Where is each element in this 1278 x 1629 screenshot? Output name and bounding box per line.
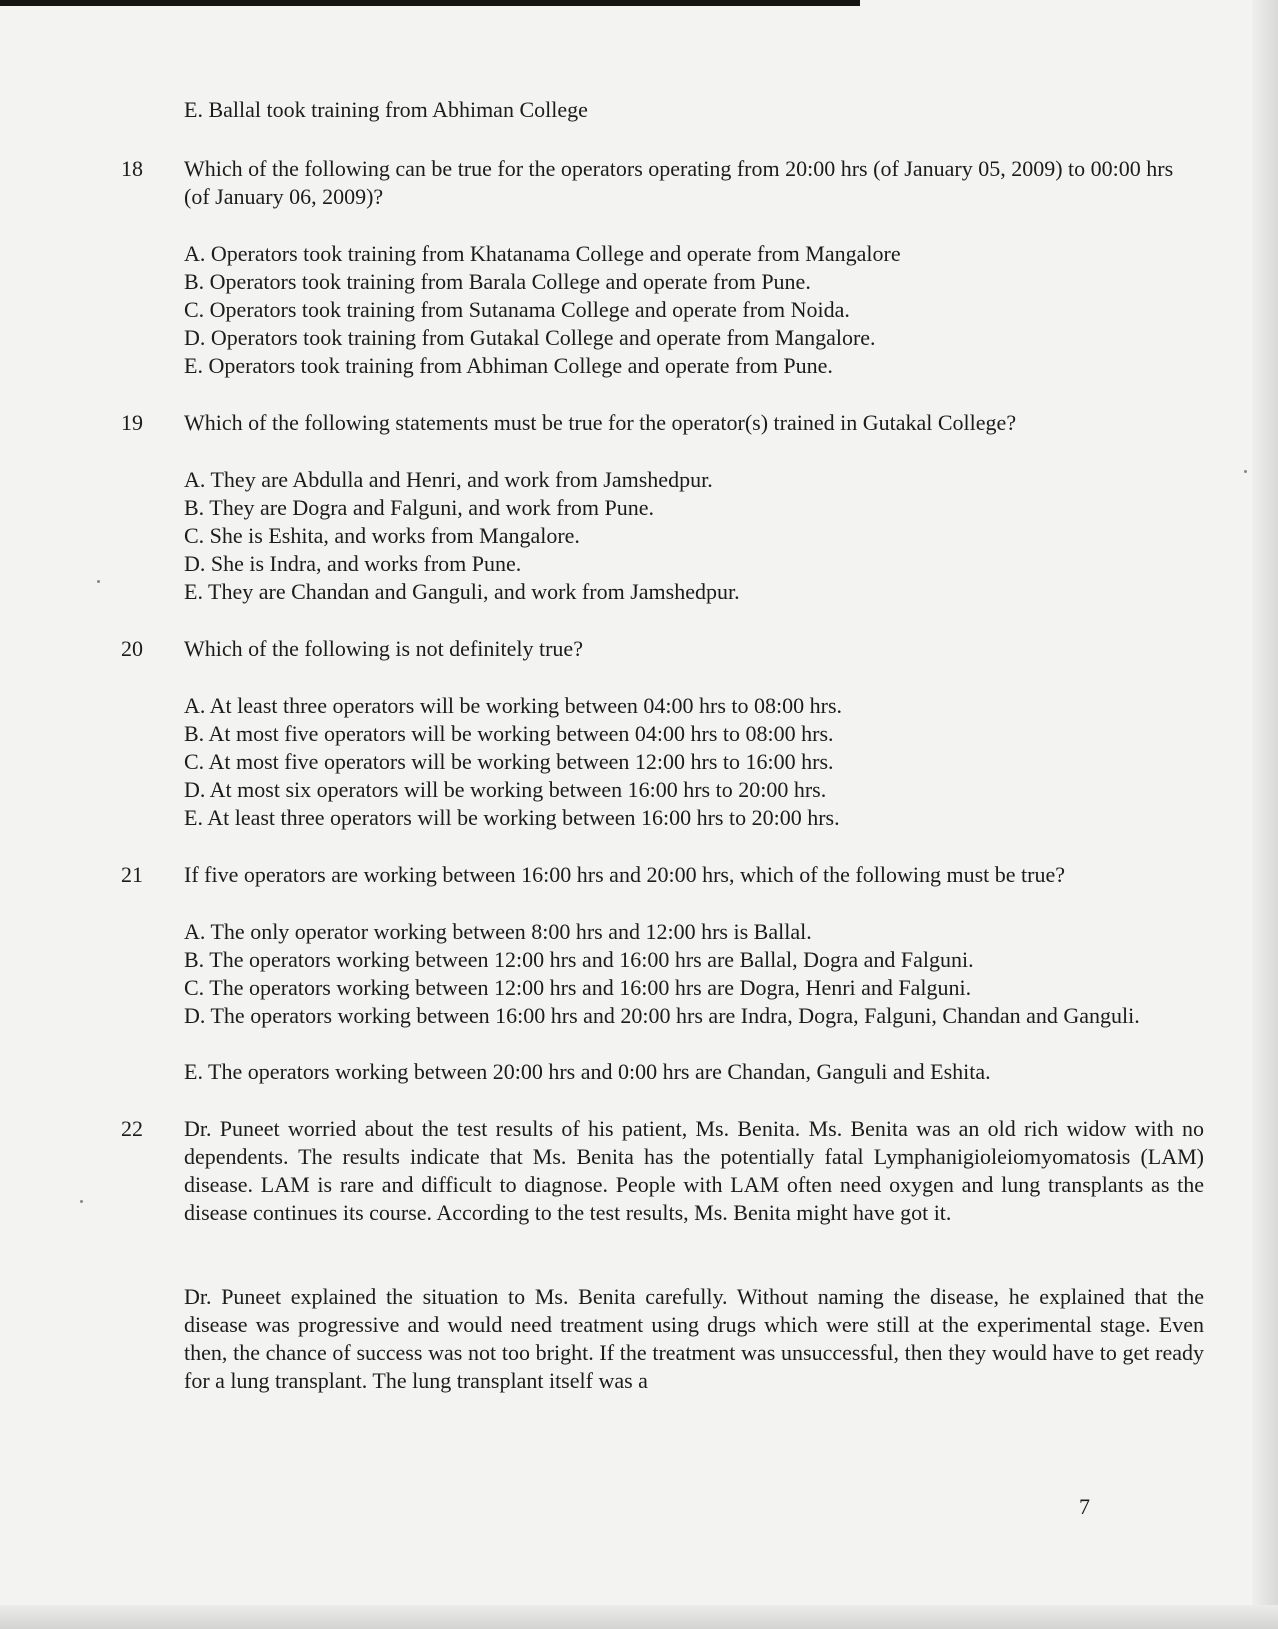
option-a: A. Operators took training from Khatanama College and operate from Mangalore [184, 241, 901, 266]
option-c: C. At most five operators will be working between 12:00 hrs to 16:00 hrs. [184, 749, 834, 774]
question-text: Which of the following can be true for the operators operating from 20:00 hrs (of January 05, 2009) to 00:00 hrs (of January 06, 2009)? [184, 156, 1174, 209]
option-b: B. Operators took training from Barala College and operate from Pune. [184, 269, 811, 294]
question-number: 20 [121, 636, 143, 661]
question-number: 18 [121, 156, 143, 181]
option-e: E. Operators took training from Abhiman College and operate from Pune. [184, 353, 833, 378]
passage-paragraph-1: Dr. Puneet worried about the test results of his patient, Ms. Benita. Ms. Benita was an old rich widow with no dependents. The results indicate that Ms. Benita has the potentially fatal Lymphanigioleiomyomatosis (LAM) disease. LAM is rare and difficult to diagnose. People with LAM often need oxygen and lung transplants as the disease continues its course. According to the test results, Ms. Benita might have got it. [184, 1116, 1204, 1225]
carryover-option: E. Ballal took training from Abhiman College [184, 97, 588, 122]
option-d: D. At most six operators will be working between 16:00 hrs to 20:00 hrs. [184, 777, 827, 802]
passage-paragraph-2: Dr. Puneet explained the situation to Ms. Benita carefully. Without naming the disease, he explained that the disease was progressive and would need treatment using drugs which were still at the experimental stage. Even then, the chance of success was not too bright. If the treatment was unsuccessful, then they would have to get ready for a lung transplant. The lung transplant itself was a [184, 1284, 1204, 1393]
option-b: B. They are Dogra and Falguni, and work from Pune. [184, 495, 655, 520]
option-e: E. At least three operators will be working between 16:00 hrs to 20:00 hrs. [184, 805, 840, 830]
option-b: B. The operators working between 12:00 hrs and 16:00 hrs are Ballal, Dogra and Falguni. [184, 947, 974, 972]
option-c: C. Operators took training from Sutanama College and operate from Noida. [184, 297, 850, 322]
option-a: A. The only operator working between 8:00 hrs and 12:00 hrs is Ballal. [184, 919, 812, 944]
question-number: 21 [121, 862, 143, 887]
question-text: Which of the following statements must be true for the operator(s) trained in Gutakal College? [184, 410, 1017, 435]
question-text: If five operators are working between 16:00 hrs and 20:00 hrs, which of the following must be true? [184, 862, 1065, 887]
option-c: C. She is Eshita, and works from Mangalore. [184, 523, 580, 548]
question-number: 22 [121, 1116, 143, 1141]
page-number: 7 [1079, 1494, 1090, 1519]
option-e: E. They are Chandan and Ganguli, and work from Jamshedpur. [184, 579, 740, 604]
option-a: A. At least three operators will be working between 04:00 hrs to 08:00 hrs. [184, 693, 843, 718]
option-c: C. The operators working between 12:00 hrs and 16:00 hrs are Dogra, Henri and Falguni. [184, 975, 972, 1000]
option-b: B. At most five operators will be working between 04:00 hrs to 08:00 hrs. [184, 721, 834, 746]
option-d: D. The operators working between 16:00 hrs and 20:00 hrs are Indra, Dogra, Falguni, Chandan and Ganguli. [184, 1003, 1140, 1028]
question-number: 19 [121, 410, 143, 435]
option-d: D. She is Indra, and works from Pune. [184, 551, 522, 576]
option-e: E. The operators working between 20:00 hrs and 0:00 hrs are Chandan, Ganguli and Eshita. [184, 1059, 991, 1084]
option-a: A. They are Abdulla and Henri, and work from Jamshedpur. [184, 467, 713, 492]
question-text: Which of the following is not definitely true? [184, 636, 583, 661]
option-d: D. Operators took training from Gutakal College and operate from Mangalore. [184, 325, 876, 350]
